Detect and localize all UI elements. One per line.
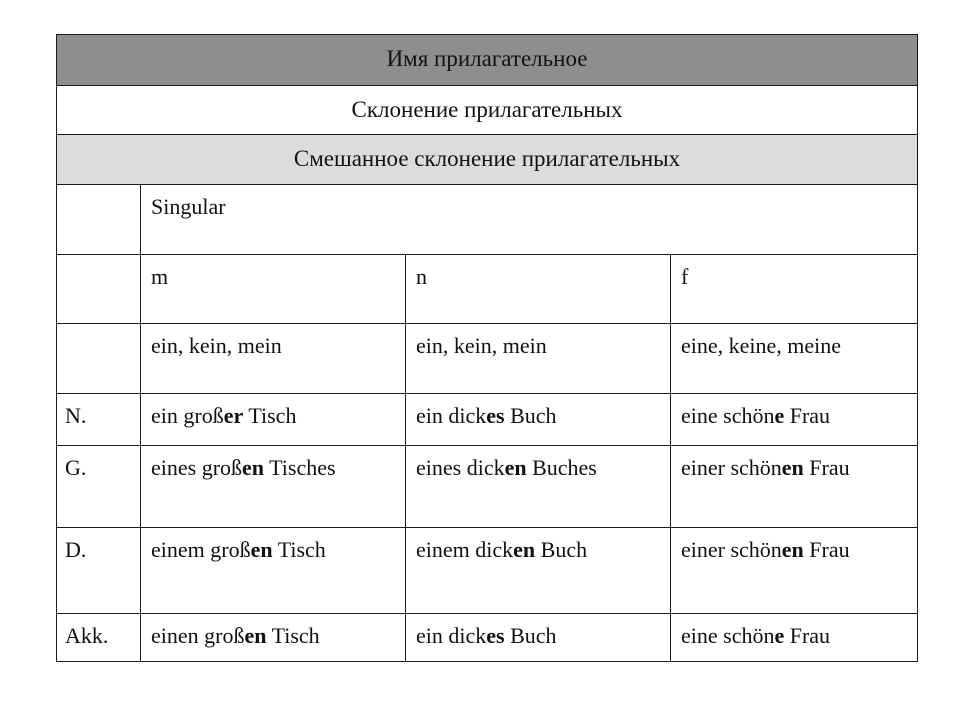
form-masculine: ein großer Tisch [140, 394, 405, 445]
form-feminine: eine schöne Frau [670, 394, 917, 445]
case-row-genitive [57, 445, 917, 527]
case-label: N. [65, 403, 87, 428]
gender-neuter: n [405, 255, 670, 323]
case-label: Akk. [65, 623, 109, 648]
case-label: G. [65, 455, 87, 480]
ending: es [486, 623, 505, 648]
gender-feminine: f [670, 255, 917, 323]
ending: e [774, 403, 785, 428]
ending: en [244, 623, 267, 648]
ending: e [774, 623, 785, 648]
ending: en [781, 455, 804, 480]
form-feminine: einer schönen Frau [670, 446, 917, 527]
case-label: D. [65, 537, 87, 562]
table-subtitle: Склонение прилагательных [57, 85, 917, 134]
gender-row [57, 254, 917, 323]
table-title: Имя прилагательное [57, 35, 917, 85]
article-masculine: ein, kein, mein [140, 324, 405, 393]
article-feminine: eine, keine, meine [670, 324, 917, 393]
ending: en [513, 537, 536, 562]
declension-table [56, 34, 918, 662]
article-row [57, 323, 917, 393]
form-neuter: ein dickes Buch [405, 614, 670, 662]
form-neuter: einem dicken Buch [405, 528, 670, 613]
form-feminine: einer schönen Frau [670, 528, 917, 613]
gender-masculine: m [140, 255, 405, 323]
table-section-header: Смешанное склонение прилагательных [57, 134, 917, 184]
form-neuter: eines dicken Buches [405, 446, 670, 527]
article-neuter: ein, kein, mein [405, 324, 670, 393]
ending: en [242, 455, 265, 480]
ending: es [486, 403, 505, 428]
form-masculine: einem großen Tisch [140, 528, 405, 613]
singular-label: Singular [140, 185, 917, 254]
form-neuter: ein dickes Buch [405, 394, 670, 445]
empty-cell [57, 255, 140, 323]
case-row-nominative [57, 393, 917, 445]
empty-cell [57, 185, 140, 254]
ending: en [504, 455, 527, 480]
empty-cell [57, 324, 140, 393]
form-masculine: eines großen Tisches [140, 446, 405, 527]
form-feminine: eine schöne Frau [670, 614, 917, 662]
ending: en [250, 537, 273, 562]
ending: er [223, 403, 244, 428]
case-row-dative [57, 527, 917, 613]
case-row-accusative [57, 613, 917, 662]
form-masculine: einen großen Tisch [140, 614, 405, 662]
number-row [57, 184, 917, 254]
ending: en [781, 537, 804, 562]
